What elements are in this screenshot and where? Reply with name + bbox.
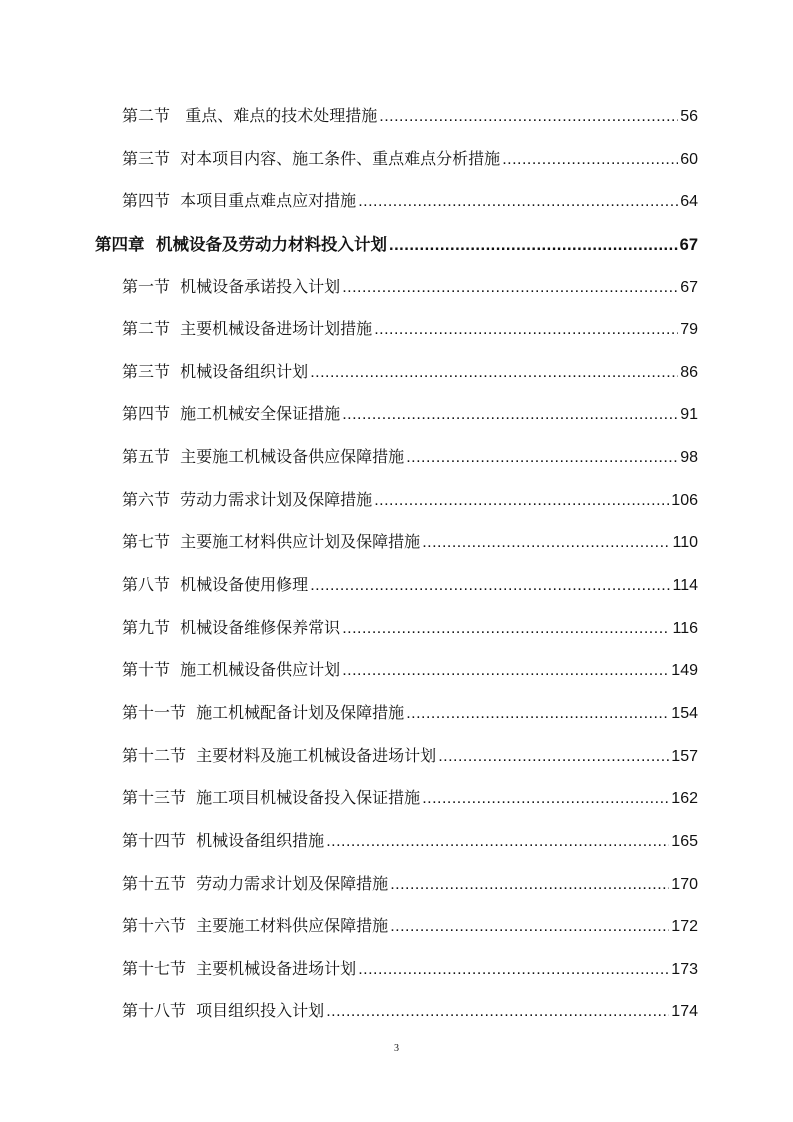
toc-entry[interactable] xyxy=(122,700,698,743)
toc-entry[interactable] xyxy=(122,529,698,572)
toc-entry-page: 60 xyxy=(680,150,698,168)
toc-entry-title: 第七节 主要施工材料供应计划及保障措施 xyxy=(122,532,421,552)
toc-entry[interactable] xyxy=(122,913,698,956)
dot-leader xyxy=(342,279,678,297)
toc-entry-title: 第二节 重点、难点的技术处理措施 xyxy=(122,106,378,125)
dot-leader xyxy=(326,1003,669,1021)
toc-entry-title: 第二节 主要机械设备进场计划措施 xyxy=(122,319,373,339)
toc-entry[interactable] xyxy=(122,785,698,828)
dot-leader xyxy=(342,620,670,638)
toc-entry-title: 第八节 机械设备使用修理 xyxy=(122,575,309,595)
toc-entry[interactable] xyxy=(122,572,698,615)
dot-leader xyxy=(406,705,669,723)
toc-entry[interactable] xyxy=(122,444,698,487)
toc-entry[interactable] xyxy=(122,146,698,189)
toc-entry-title: 第十六节 主要施工材料供应保障措施 xyxy=(122,916,389,936)
toc-entry[interactable] xyxy=(122,871,698,914)
toc-entry-page: 116 xyxy=(672,619,698,637)
dot-leader xyxy=(342,406,678,424)
toc-entry-title: 第一节 机械设备承诺投入计划 xyxy=(122,276,341,296)
toc-entry-title: 第四章 机械设备及劳动力材料投入计划 xyxy=(95,234,387,254)
toc-entry-title: 第四节 施工机械安全保证措施 xyxy=(122,404,341,424)
dot-leader xyxy=(342,662,669,680)
dot-leader xyxy=(389,236,678,255)
toc-entry-title: 第四节 本项目重点难点应对措施 xyxy=(122,191,357,211)
dot-leader xyxy=(310,577,670,595)
toc-entry[interactable] xyxy=(122,359,698,402)
toc-entry-page: 67 xyxy=(680,278,698,296)
toc-entry[interactable] xyxy=(122,998,698,1041)
toc-entry[interactable] xyxy=(122,274,698,317)
toc-entry-page: 86 xyxy=(680,363,698,381)
toc-entry-page: 110 xyxy=(672,534,698,552)
dot-leader xyxy=(358,193,678,211)
toc-entry-page: 56 xyxy=(680,108,698,125)
dot-leader xyxy=(438,748,669,766)
toc-entry-page: 174 xyxy=(671,1003,698,1021)
toc-entry[interactable] xyxy=(122,956,698,999)
toc-entry-title: 第十四节 机械设备组织措施 xyxy=(122,830,325,850)
dot-leader xyxy=(310,364,678,382)
toc-entry-page: 64 xyxy=(680,193,698,211)
toc-entry[interactable] xyxy=(122,401,698,444)
toc-entry-page: 173 xyxy=(671,960,698,978)
dot-leader xyxy=(358,961,669,979)
toc-entry-page: 154 xyxy=(671,704,698,722)
toc-entry[interactable] xyxy=(122,188,698,231)
toc-entry[interactable] xyxy=(122,615,698,658)
toc-entry-title: 第十二节 主要材料及施工机械设备进场计划 xyxy=(122,745,437,765)
toc-entry-title: 第五节 主要施工机械设备供应保障措施 xyxy=(122,447,405,467)
dot-leader xyxy=(379,108,678,126)
toc-entry-title: 第十三节 施工项目机械设备投入保证措施 xyxy=(122,788,421,808)
toc-entry-page: 106 xyxy=(671,491,698,509)
dot-leader xyxy=(390,918,669,936)
toc-entry-title: 第十五节 劳动力需求计划及保障措施 xyxy=(122,873,389,893)
toc-entry-page: 162 xyxy=(671,790,698,808)
toc-entry-page: 79 xyxy=(680,321,698,339)
toc-entry-page: 114 xyxy=(672,577,698,595)
toc-entry-title: 第三节 机械设备组织计划 xyxy=(122,361,309,381)
dot-leader xyxy=(422,790,669,808)
dot-leader xyxy=(502,151,678,169)
toc-entry-page: 157 xyxy=(671,747,698,765)
page-number: 3 xyxy=(394,1043,399,1054)
toc-entry[interactable] xyxy=(95,231,698,274)
toc-entry-title: 第十一节 施工机械配备计划及保障措施 xyxy=(122,702,405,722)
toc-entry-page: 170 xyxy=(671,875,698,893)
toc-entry-page: 91 xyxy=(680,406,698,424)
toc-entry[interactable] xyxy=(122,487,698,530)
toc-entry[interactable] xyxy=(122,316,698,359)
toc-entry-page: 172 xyxy=(671,918,698,936)
toc-entry-page: 67 xyxy=(679,235,698,254)
toc-entry-title: 第十八节 项目组织投入计划 xyxy=(122,1001,325,1021)
toc-entry[interactable] xyxy=(122,103,698,146)
toc-entry-title: 第六节 劳动力需求计划及保障措施 xyxy=(122,489,373,509)
toc-entry-title: 第十节 施工机械设备供应计划 xyxy=(122,660,341,680)
toc-entry-page: 98 xyxy=(680,449,698,467)
toc-entry-title: 第十七节 主要机械设备进场计划 xyxy=(122,958,357,978)
dot-leader xyxy=(374,492,669,510)
dot-leader xyxy=(390,876,669,894)
toc-entry-title: 第九节 机械设备维修保养常识 xyxy=(122,617,341,637)
dot-leader xyxy=(374,321,678,339)
toc-entry[interactable] xyxy=(122,828,698,871)
toc-entry-page: 149 xyxy=(671,662,698,680)
dot-leader xyxy=(326,833,669,851)
toc-entry[interactable] xyxy=(122,657,698,700)
dot-leader xyxy=(406,449,678,467)
dot-leader xyxy=(422,534,670,552)
toc-entry-page: 165 xyxy=(671,832,698,850)
toc-entry-title: 第三节 对本项目内容、施工条件、重点难点分析措施 xyxy=(122,148,501,168)
table-of-contents xyxy=(0,103,793,1041)
toc-entry[interactable] xyxy=(122,743,698,786)
